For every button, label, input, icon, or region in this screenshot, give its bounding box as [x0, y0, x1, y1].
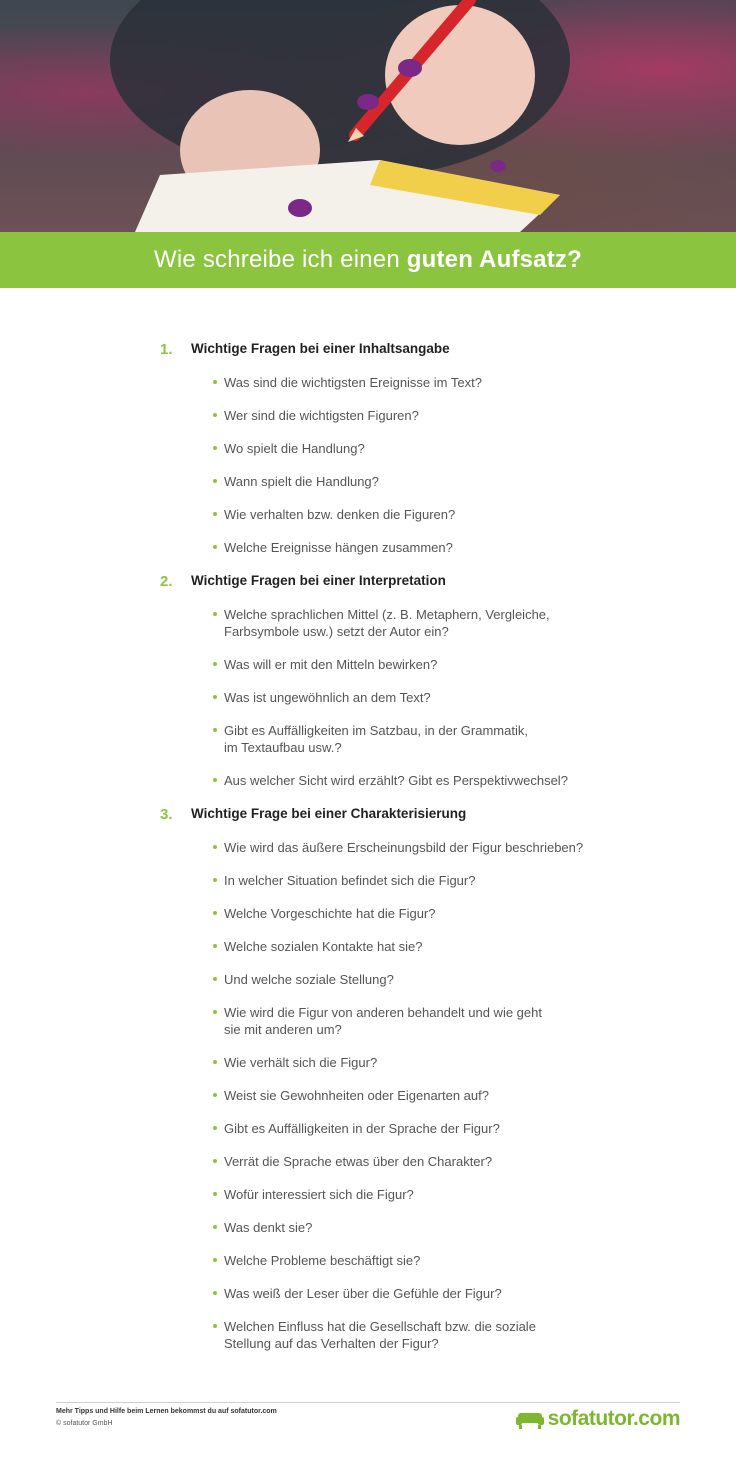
- question-text: Welche Probleme beschäftigt sie?: [224, 1253, 421, 1268]
- section-title: Wichtige Fragen bei einer Inhaltsangabe: [191, 341, 450, 356]
- page-title: [154, 246, 582, 274]
- page-title-light: Wie schreibe ich einen: [154, 246, 400, 273]
- list-item: [0, 938, 584, 955]
- hero-photo: [0, 0, 736, 232]
- question-text: Welche Ereignisse hängen zusammen?: [224, 540, 453, 555]
- bullet-icon: [213, 1093, 217, 1097]
- bullet-icon: [213, 662, 217, 666]
- list-item: [0, 1318, 584, 1352]
- question-text: Wie wird das äußere Erscheinungsbild der Figur beschrieben?: [224, 840, 584, 855]
- list-item: [0, 772, 584, 789]
- question-text: Wer sind die wichtigsten Figuren?: [224, 408, 419, 423]
- section-3: [0, 805, 736, 1352]
- list-item: [0, 1120, 584, 1137]
- question-text: Was denkt sie?: [224, 1220, 313, 1235]
- question-text: Wofür interessiert sich die Figur?: [224, 1187, 414, 1202]
- footer-tip: Mehr Tipps und Hilfe beim Lernen bekommst du auf sofatutor.com: [56, 1408, 277, 1415]
- question-text: Was ist ungewöhnlich an dem Text?: [224, 690, 431, 705]
- question-text: Welche sozialen Kontakte hat sie?: [224, 939, 423, 954]
- list-item: [0, 407, 584, 424]
- question-text: Gibt es Auffälligkeiten im Satzbau, in der Grammatik, im Textaufbau usw.?: [224, 723, 528, 755]
- bullet-icon: [213, 1126, 217, 1130]
- bullet-icon: [213, 380, 217, 384]
- list-item: [0, 1153, 584, 1170]
- list-item: [0, 1004, 584, 1038]
- question-text: Aus welcher Sicht wird erzählt? Gibt es Perspektivwechsel?: [224, 773, 568, 788]
- bullet-icon: [213, 479, 217, 483]
- list-item: [0, 656, 584, 673]
- bullet-icon: [213, 1324, 217, 1328]
- section-heading: [0, 805, 736, 827]
- questions-content: [0, 340, 736, 1368]
- section-1: [0, 340, 736, 556]
- bullet-icon: [213, 413, 217, 417]
- bullet-icon: [213, 1291, 217, 1295]
- section-number: 3.: [160, 806, 173, 823]
- question-text: Verrät die Sprache etwas über den Charakter?: [224, 1154, 493, 1169]
- question-text: Weist sie Gewohnheiten oder Eigenarten auf?: [224, 1088, 489, 1103]
- question-text: Wie wird die Figur von anderen behandelt und wie geht sie mit anderen um?: [224, 1005, 542, 1037]
- list-item: [0, 1219, 584, 1236]
- list-item: [0, 905, 584, 922]
- list-item: [0, 872, 584, 889]
- bullet-icon: [213, 512, 217, 516]
- bullet-icon: [213, 944, 217, 948]
- footer-divider: [56, 1402, 680, 1403]
- question-list: [0, 606, 736, 789]
- footer-copyright: © sofatutor GmbH: [56, 1420, 113, 1427]
- question-text: Welchen Einfluss hat die Gesellschaft bzw. die soziale Stellung auf das Verhalten der Figur?: [224, 1319, 536, 1351]
- question-text: Was sind die wichtigsten Ereignisse im Text?: [224, 375, 482, 390]
- bullet-icon: [213, 878, 217, 882]
- question-text: Wie verhält sich die Figur?: [224, 1055, 378, 1070]
- title-banner: [0, 232, 736, 288]
- list-item: [0, 971, 584, 988]
- question-list: [0, 839, 736, 1352]
- bullet-icon: [213, 845, 217, 849]
- bullet-icon: [213, 612, 217, 616]
- list-item: [0, 1252, 584, 1269]
- bullet-icon: [213, 1192, 217, 1196]
- section-number: 1.: [160, 341, 173, 358]
- bullet-icon: [213, 545, 217, 549]
- list-item: [0, 539, 584, 556]
- list-item: [0, 473, 584, 490]
- question-text: Welche sprachlichen Mittel (z. B. Metaphern, Vergleiche, Farbsymbole usw.) setzt der Autor ein?: [224, 607, 550, 639]
- question-text: Was weiß der Leser über die Gefühle der Figur?: [224, 1286, 502, 1301]
- bullet-icon: [213, 1010, 217, 1014]
- list-item: [0, 606, 584, 640]
- question-list: [0, 374, 736, 556]
- list-item: [0, 1186, 584, 1203]
- sofa-icon: [516, 1409, 544, 1429]
- bullet-icon: [213, 728, 217, 732]
- logo-text: sofatutor.com: [547, 1407, 680, 1430]
- section-title: Wichtige Fragen bei einer Interpretation: [191, 573, 446, 588]
- question-text: Welche Vorgeschichte hat die Figur?: [224, 906, 436, 921]
- section-heading: [0, 340, 736, 362]
- list-item: [0, 374, 584, 391]
- section-heading: [0, 572, 736, 594]
- question-text: Und welche soziale Stellung?: [224, 972, 394, 987]
- hero-illustration: [0, 0, 736, 232]
- section-number: 2.: [160, 573, 173, 590]
- question-text: Wo spielt die Handlung?: [224, 441, 365, 456]
- list-item: [0, 440, 584, 457]
- bullet-icon: [213, 446, 217, 450]
- sofatutor-logo[interactable]: [516, 1407, 680, 1431]
- page-title-bold: guten Aufsatz?: [406, 246, 582, 273]
- section-title: Wichtige Frage bei einer Charakterisierung: [191, 806, 467, 821]
- list-item: [0, 722, 584, 756]
- bullet-icon: [213, 1225, 217, 1229]
- section-2: [0, 572, 736, 789]
- question-text: Wann spielt die Handlung?: [224, 474, 379, 489]
- list-item: [0, 689, 584, 706]
- list-item: [0, 1087, 584, 1104]
- bullet-icon: [213, 1258, 217, 1262]
- bullet-icon: [213, 977, 217, 981]
- bullet-icon: [213, 695, 217, 699]
- list-item: [0, 506, 584, 523]
- question-text: In welcher Situation befindet sich die Figur?: [224, 873, 476, 888]
- bullet-icon: [213, 911, 217, 915]
- list-item: [0, 1054, 584, 1071]
- bullet-icon: [213, 1159, 217, 1163]
- question-text: Was will er mit den Mitteln bewirken?: [224, 657, 438, 672]
- question-text: Gibt es Auffälligkeiten in der Sprache der Figur?: [224, 1121, 500, 1136]
- list-item: [0, 839, 584, 856]
- list-item: [0, 1285, 584, 1302]
- bullet-icon: [213, 778, 217, 782]
- bullet-icon: [213, 1060, 217, 1064]
- question-text: Wie verhalten bzw. denken die Figuren?: [224, 507, 456, 522]
